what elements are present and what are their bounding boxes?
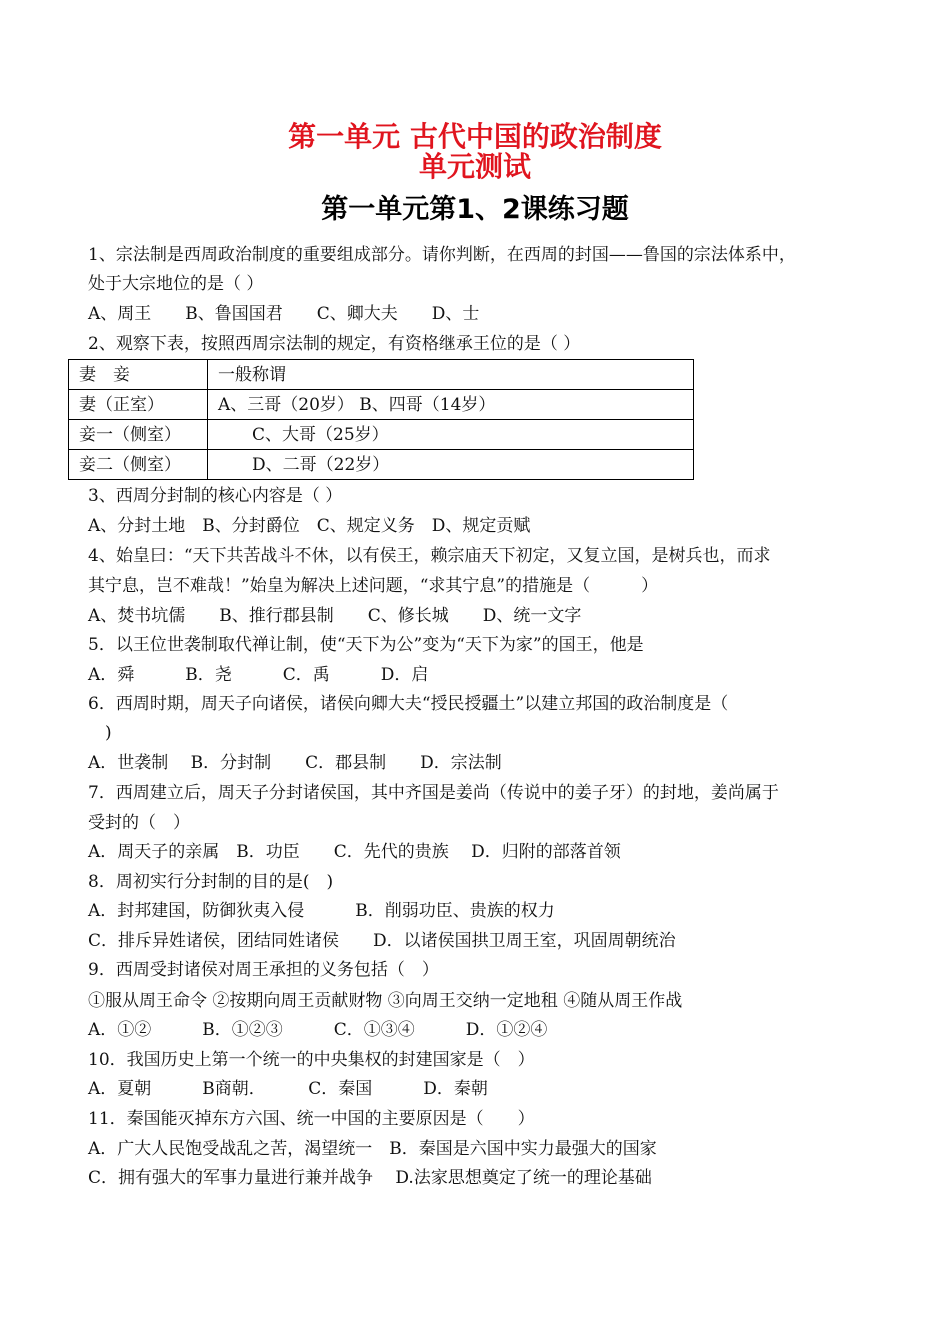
table-row	[69, 420, 694, 450]
question-5-options: A．舜 B．尧 C．禹 D．启	[88, 665, 429, 685]
exercise-title: 第一单元第1、2课练习题	[321, 194, 629, 225]
question-4-line-1: 4、始皇曰：“天下共苦战斗不休，以有侯王，赖宗庙天下初定，又复立国，是树兵也，而求	[88, 546, 771, 566]
question-4-options: A、焚书坑儒 B、推行郡县制 C、修长城 D、统一文字	[88, 606, 582, 626]
table-cell: 一般称谓	[208, 360, 694, 390]
question-6-line-2: )	[88, 723, 112, 743]
table-row	[69, 450, 694, 480]
question-7-options: A．周天子的亲属 B．功臣 C．先代的贵族 D．归附的部落首领	[88, 842, 621, 862]
question-10-line: 10．我国历史上第一个统一的中央集权的封建国家是（ ）	[88, 1050, 535, 1070]
question-11-options-ab: A．广大人民饱受战乱之苦，渴望统一 B．秦国是六国中实力最强大的国家	[88, 1139, 657, 1159]
question-6-options: A．世袭制 B．分封制 C．郡县制 D．宗法制	[88, 753, 502, 773]
question-2-line-1: 2、观察下表，按照西周宗法制的规定，有资格继承王位的是（ ）	[88, 334, 581, 354]
question-7-line-2: 受封的（ ）	[88, 813, 190, 833]
question-9-items: ①服从周王命令 ②按期向周王贡献财物 ③向周王交纳一定地租 ④随从周王作战	[88, 991, 683, 1011]
table-row	[69, 360, 694, 390]
question-6-line-1: 6．西周时期，周天子向诸侯，诸侯向卿大夫“授民授疆土”以建立邦国的政治制度是（	[88, 694, 729, 714]
table-cell: 妻 妾	[69, 360, 208, 390]
succession-table	[68, 359, 694, 480]
question-7-line-1: 7．西周建立后，周天子分封诸侯国，其中齐国是姜尚（传说中的姜子牙）的封地，姜尚属于	[88, 783, 779, 803]
question-11-options-cd: C．拥有强大的军事力量进行兼并战争 D.法家思想奠定了统一的理论基础	[88, 1168, 652, 1188]
question-8-options-cd: C．排斥异姓诸侯，团结同姓诸侯 D．以诸侯国拱卫周王室，巩固周朝统治	[88, 931, 676, 951]
table-cell: 妻（正室）	[69, 390, 208, 420]
table-cell: C、大哥（25岁）	[208, 420, 694, 450]
unit-test-title: 单元测试	[418, 150, 531, 183]
unit-title: 第一单元 古代中国的政治制度	[288, 120, 662, 153]
table-row	[69, 390, 694, 420]
table-cell: 妾二（侧室）	[69, 450, 208, 480]
question-3-options: A、分封土地 B、分封爵位 C、规定义务 D、规定贡赋	[88, 516, 531, 536]
question-1-options: A、周王 B、鲁国国君 C、卿大夫 D、士	[88, 304, 480, 324]
question-8-options-ab: A．封邦建国，防御狄夷入侵 B．削弱功臣、贵族的权力	[88, 901, 555, 921]
question-1-line-1: 1、宗法制是西周政治制度的重要组成部分。请你判断，在西周的封国——鲁国的宗法体系中，	[88, 245, 796, 265]
question-5-line: 5．以王位世袭制取代禅让制，使“天下为公”变为“天下为家”的国王，他是	[88, 635, 644, 655]
question-1-line-2: 处于大宗地位的是（ ）	[88, 274, 264, 294]
table-cell: 妾一（侧室）	[69, 420, 208, 450]
question-10-options: A．夏朝 B商朝． C．秦国 D．秦朝	[88, 1079, 488, 1099]
question-4-line-2: 其宁息，岂不难哉！”始皇为解决上述问题，“求其宁息”的措施是（ ）	[88, 576, 659, 596]
question-9-line: 9．西周受封诸侯对周王承担的义务包括（ ）	[88, 960, 439, 980]
question-11-line: 11．秦国能灭掉东方六国、统一中国的主要原因是（ ）	[88, 1109, 535, 1129]
table-cell: D、二哥（22岁）	[208, 450, 694, 480]
question-9-options: A．①② B．①②③ C．①③④ D．①②④	[88, 1020, 548, 1040]
question-3-line: 3、西周分封制的核心内容是（ ）	[88, 486, 343, 506]
question-8-line: 8．周初实行分封制的目的是( )	[88, 872, 334, 892]
table-cell: A、三哥（20岁） B、四哥（14岁）	[208, 390, 694, 420]
